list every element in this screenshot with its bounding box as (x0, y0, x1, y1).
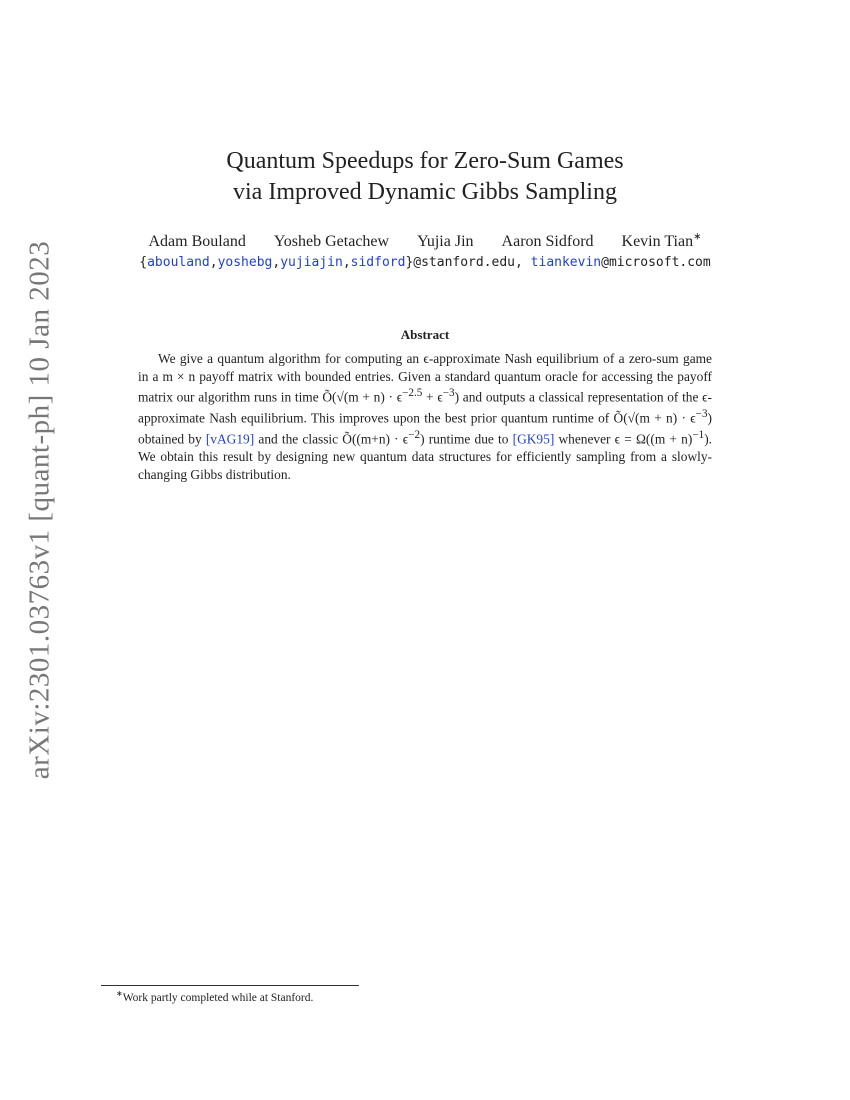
title-line-1: Quantum Speedups for Zero-Sum Games (226, 148, 624, 174)
author-name: Adam Bouland (148, 233, 246, 251)
abstract-body: We give a quantum algorithm for computing an ϵ-approximate Nash equilibrium of a zero-sum game in a m × n payoff matrix with bounded entries. Given a standard quantum oracle for accessing the payoff matrix our algorithm runs in time Õ(√(m + $n) \cdot \epsilon^{-2.5} + \epsilon^{-3}$) and outputs a classical representation of the ϵ-approximate Nash equilibrium. This improves upon the best prior quantum runtime of Õ(√(m + $n) \cdot \epsilon^{-3}$) obtained by [vAG19] and the classic Õ((m+n) · $\epsilon^{-2}$) runtime due to [GK95] whenever $\epsilon = \Omega((m + n)^{-1})$. We obtain this result by designing new quantum data structures for efficiently sampling from a slowly-changing Gibbs distribution. (138, 351, 713, 482)
abstract-heading: Abstract (400, 327, 450, 342)
email-link-sidford[interactable]: sidford (350, 255, 406, 270)
email-link-tiankevin[interactable]: tiankevin (530, 255, 602, 270)
arxiv-sidebar-stamp (18, 230, 62, 790)
author-name: Yujia Jin (417, 233, 474, 251)
footnote-divider (101, 985, 359, 986)
citation-link-gk95[interactable]: [GK95] (512, 431, 555, 447)
author-name: Yosheb Getachew (273, 233, 390, 251)
email-link-yujiajin[interactable]: yujiajin (280, 255, 343, 270)
footnote-marker: ∗ (693, 232, 702, 243)
footnote-marker: ∗ (116, 989, 123, 998)
footnote: ∗Work partly completed while at Stanford. (116, 989, 314, 1004)
author-list (0, 232, 850, 251)
author-emails: {abouland,yoshebg,yujiajin,sidford}@stanford.edu, tiankevin@microsoft.com (139, 255, 711, 270)
paper-title (0, 146, 850, 208)
email-link-abouland[interactable]: abouland (147, 255, 210, 270)
author-name: Kevin Tian∗ (621, 232, 702, 251)
email-link-yoshebg[interactable]: yoshebg (217, 255, 273, 270)
author-name: Aaron Sidford (501, 233, 594, 251)
arxiv-identifier: arXiv:2301.03763v1 [quant-ph] 10 Jan 2023 (23, 240, 56, 780)
title-line-2: via Improved Dynamic Gibbs Sampling (233, 179, 617, 205)
citation-link-vag19[interactable]: [vAG19] (205, 431, 255, 447)
